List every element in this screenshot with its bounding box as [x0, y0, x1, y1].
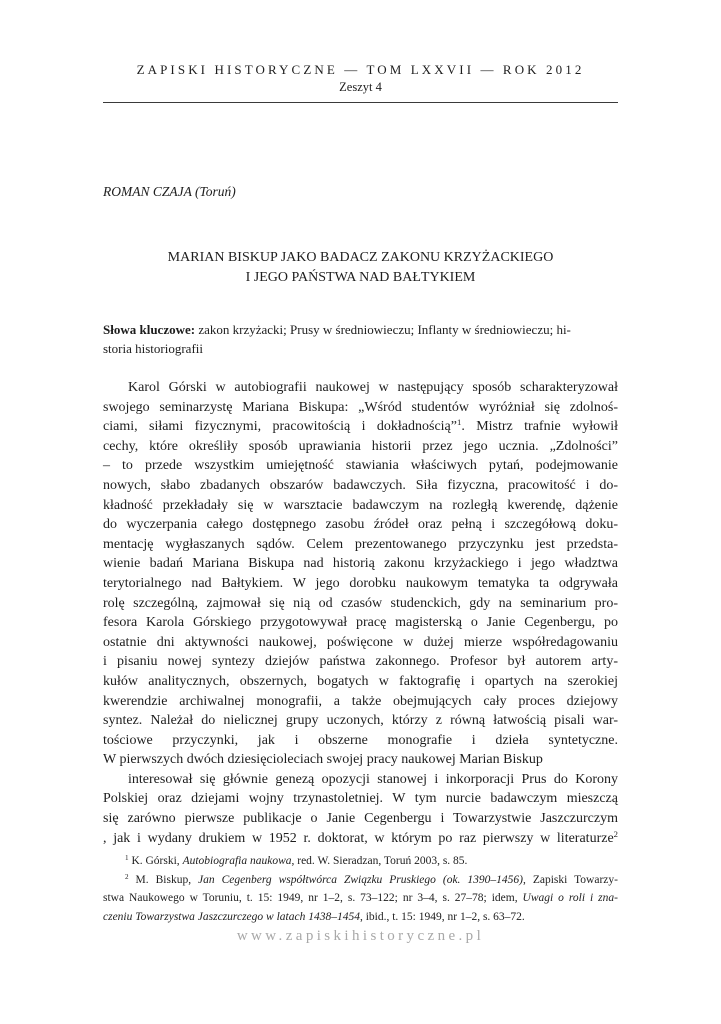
body-line: W pierwszych dwóch dziesięcioleciach swojej pracy naukowej Marian Biskup: [103, 752, 543, 768]
body-line-part: . Mistrz trafnie wyłowił: [461, 419, 618, 435]
keywords-text: zakon krzyżacki; Prusy w średniowieczu; Inflanty w średniowieczu; hi-: [195, 322, 571, 337]
body-line: do wyczerpania całego dostępnego zasobu źródeł oraz pełną i szczegółową doku-: [103, 517, 618, 533]
footnote-ref[interactable]: 2: [613, 828, 618, 839]
footnote-text: M. Biskup,: [128, 873, 199, 886]
footnote-title: czeniu Towarzystwa Jaszczurczego w latach 1438–1454: [103, 910, 360, 923]
body-line: wienie badań Mariana Biskupa nad historią zakonu krzyżackiego i jego władztwa: [103, 556, 618, 572]
body-line: mentację wygłaszanych sądów. Celem prezentowanego przyczynku jest przedsta-: [103, 536, 618, 552]
body-line: kwerendzie archiwalnej monografii, a także obejmujących cały proces dziejowy: [103, 693, 618, 709]
body-line: rolę szczególną, zajmował się nią od czasów studenckich, gdy na seminarium pro-: [103, 595, 618, 611]
footnote-2-line: [103, 908, 618, 927]
footnote-2-line: [103, 889, 618, 908]
keywords-line: [103, 320, 618, 339]
header-rule: [103, 102, 618, 103]
body-line-part: , jak i wydany drukiem w 1952 r. doktorat, w którym po raz pierwszy w literaturze: [103, 830, 614, 846]
body-line: Polskiej oraz dziejami wojny trzynastoletniej. W tym nurcie badawczym mieszczą: [103, 791, 618, 807]
body-line: kładność przekładały się w warsztacie badawczym na rozległą kwerendę, dążenie: [103, 497, 618, 513]
body-line: nowych, słabo zbadanych obszarów badawczych. Siła fizyczna, pracowitość i do-: [103, 477, 618, 493]
footnote-number: 1: [125, 854, 129, 863]
article-title: [103, 248, 618, 288]
body-line: swojego seminarzystę Mariana Biskupa: „Wśród studentów wyróżniał się zdolnoś-: [103, 399, 618, 415]
article-author: ROMAN CZAJA (Toruń): [103, 184, 236, 199]
title-line: MARIAN BISKUP JAKO BADACZ ZAKONU KRZYŻACKIEGO: [167, 250, 554, 265]
keywords-label: Słowa kluczowe:: [103, 322, 196, 337]
footnote-2: [103, 871, 618, 890]
body-line: interesował się głównie genezą opozycji stanowej i inkorporacji Prus do Korony: [128, 771, 618, 787]
body-line: kułów analitycznych, obszernych, bogatych w faktografię i opartych na szerokiej: [103, 673, 618, 689]
footnote-text: stwa Naukowego w Toruniu, t. 15: 1949, nr 1–2, s. 73–122; nr 3–4, s. 27–78; idem,: [103, 892, 523, 904]
footnote-text: K. Górski,: [128, 855, 183, 867]
footnote-title: Autobiografia naukowa: [182, 855, 292, 867]
body-line: cechy, które określiły sposób uprawiania historii przez jego ucznia. „Zdolności”: [103, 438, 618, 454]
keywords-line: storia historiografii: [103, 341, 204, 356]
body-line: ostatnie dni aktywności naukowej, poświęcone w dużej mierze współredagowaniu: [103, 634, 618, 650]
issue-number: Zeszyt 4: [339, 80, 382, 94]
body-line: się zarówno pierwsze publikacje o Janie Cegenbergu i Towarzystwie Jaszczurczym: [103, 811, 618, 827]
body-line-part: ciami, siłami fizycznymi, pracowitością i dokładnością”: [103, 419, 457, 435]
body-line: tościowe przyczynki, jak i obszerne monografie i dzieła syntetyczne.: [103, 732, 618, 748]
footnotes: [103, 852, 618, 926]
body-line: i pisaniu nowej syntezy dziejów państwa zakonnego. Profesor był autorem arty-: [103, 654, 618, 670]
keywords-block: [103, 320, 618, 358]
body-line: terytorialnego nad Bałtykiem. W jego dorobku naukowym tematyka ta odgrywała: [103, 575, 618, 591]
footnote-text: , Zapiski Towarzy-: [522, 873, 618, 886]
body-line: syntez. Należał do nielicznej grupy uczonych, którzy z równą łatwością pisali war-: [103, 713, 618, 729]
body-line: – to przede wszystkim umiejętność stawiania właściwych pytań, podejmowanie: [103, 458, 618, 474]
body-line: [103, 829, 618, 849]
footnote-title: Jan Cegenberg współtwórca Związku Pruskiego (ok. 1390–1456): [198, 873, 523, 886]
website-footer[interactable]: www.zapiskihistoryczne.pl: [236, 928, 485, 944]
body-line: fesora Karola Górskiego przygotowywał pracę magisterską o Janie Cegenbergu, po: [103, 615, 618, 631]
body-line: [103, 417, 618, 437]
article-body: [103, 378, 618, 848]
title-line: I JEGO PAŃSTWA NAD BAŁTYKIEM: [245, 270, 476, 285]
footnote-text: , ibid., t. 15: 1949, nr 1–2, s. 63–72.: [359, 910, 525, 923]
journal-running-head: ZAPISKI HISTORYCZNE — TOM LXXVII — ROK 2012: [136, 62, 585, 77]
footnote-number: 2: [125, 872, 129, 881]
footnote-ref[interactable]: 1: [456, 417, 462, 428]
body-line: Karol Górski w autobiografii naukowej w następujący sposób scharakteryzował: [128, 380, 618, 395]
footnote-text: , red. W. Sieradzan, Toruń 2003, s. 85.: [291, 855, 468, 867]
footnote-title: Uwagi o roli i zna-: [522, 892, 618, 904]
footnote-1: [103, 852, 618, 871]
